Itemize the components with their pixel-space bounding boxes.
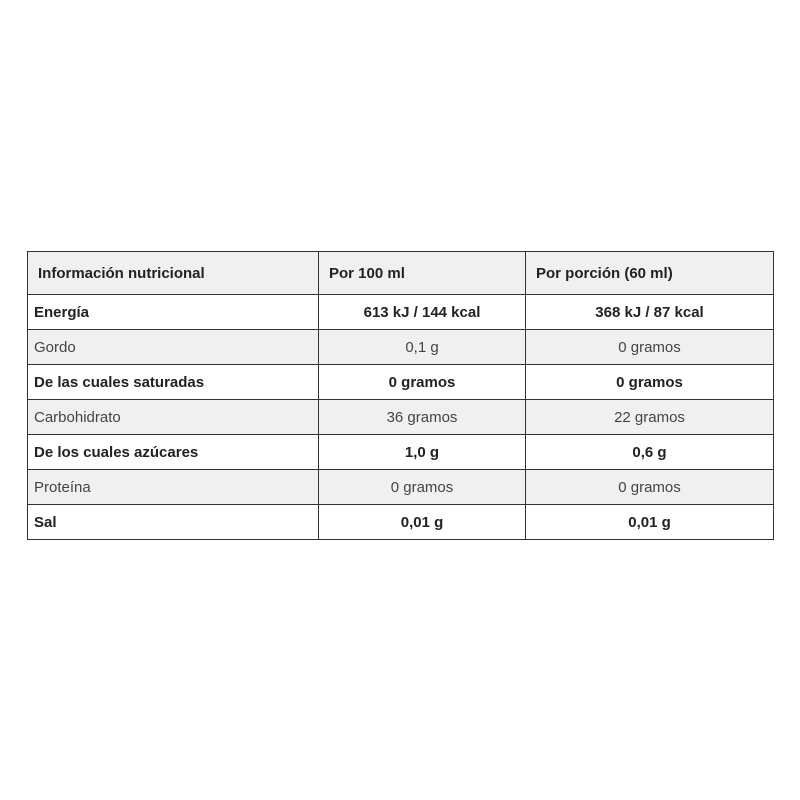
nutrition-table	[27, 251, 774, 540]
header-per-portion: Por porción (60 ml)	[526, 252, 774, 295]
table-row-gordo	[28, 330, 774, 365]
header-nutrition-info: Información nutricional	[28, 252, 319, 295]
row-per-portion: 0,6 g	[526, 435, 774, 470]
row-per-100ml: 613 kJ / 144 kcal	[319, 295, 526, 330]
row-per-100ml: 1,0 g	[319, 435, 526, 470]
row-per-portion: 22 gramos	[526, 400, 774, 435]
row-per-portion: 0 gramos	[526, 470, 774, 505]
row-per-portion: 0,01 g	[526, 505, 774, 540]
row-label: De las cuales saturadas	[28, 365, 319, 400]
table-row-saturadas	[28, 365, 774, 400]
table-row-sal	[28, 505, 774, 540]
table-row-azucares	[28, 435, 774, 470]
row-label: De los cuales azúcares	[28, 435, 319, 470]
row-per-100ml: 0,1 g	[319, 330, 526, 365]
header-per-100ml: Por 100 ml	[319, 252, 526, 295]
table-body	[28, 295, 774, 540]
table-row-proteina	[28, 470, 774, 505]
row-per-portion: 368 kJ / 87 kcal	[526, 295, 774, 330]
nutrition-table-container	[27, 251, 773, 540]
row-label: Energía	[28, 295, 319, 330]
row-label: Sal	[28, 505, 319, 540]
row-label: Carbohidrato	[28, 400, 319, 435]
row-per-100ml: 0,01 g	[319, 505, 526, 540]
row-per-portion: 0 gramos	[526, 365, 774, 400]
row-per-portion: 0 gramos	[526, 330, 774, 365]
header-row	[28, 252, 774, 295]
table-row-carbohidrato	[28, 400, 774, 435]
row-label: Proteína	[28, 470, 319, 505]
row-label: Gordo	[28, 330, 319, 365]
row-per-100ml: 0 gramos	[319, 470, 526, 505]
row-per-100ml: 36 gramos	[319, 400, 526, 435]
table-header	[28, 252, 774, 295]
row-per-100ml: 0 gramos	[319, 365, 526, 400]
table-row-energia	[28, 295, 774, 330]
